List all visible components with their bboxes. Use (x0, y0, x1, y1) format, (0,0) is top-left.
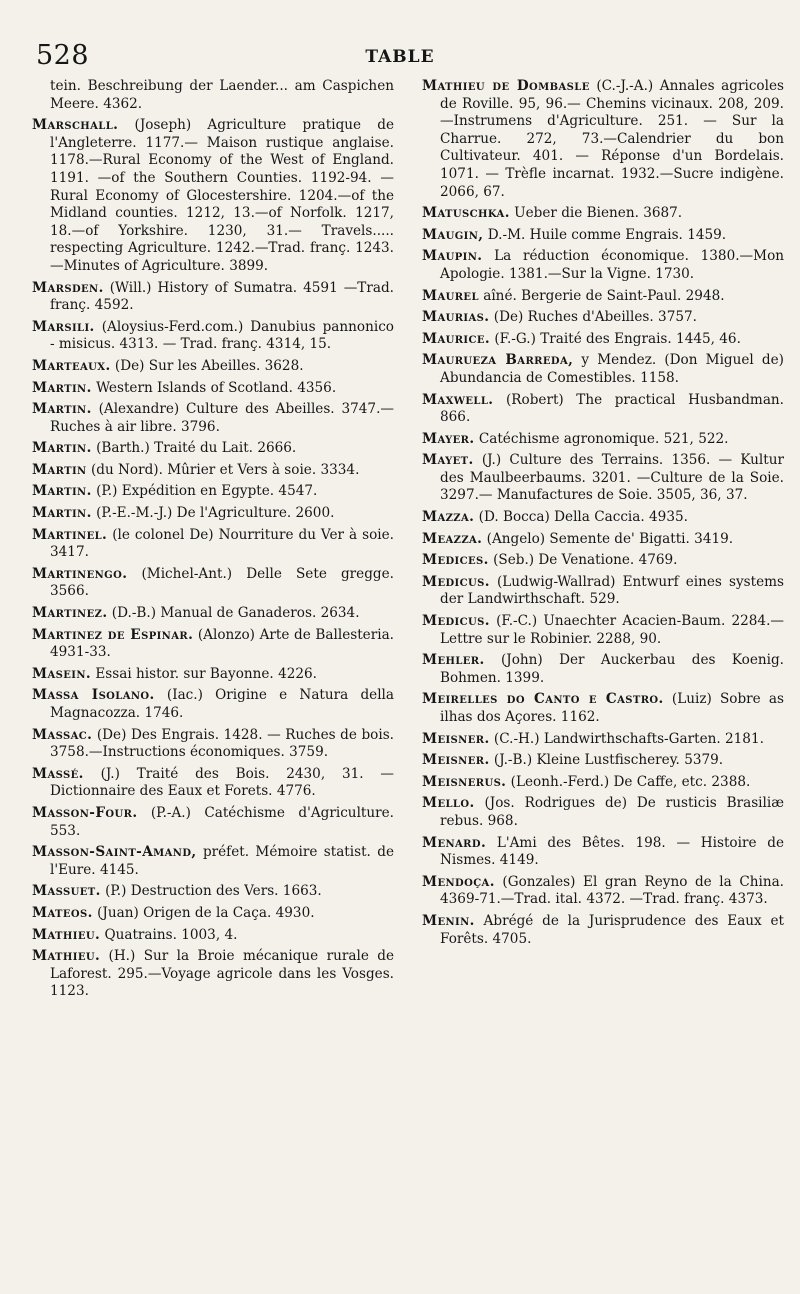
entry-headword: Maupin. (422, 248, 483, 265)
entry-headword: Martin. (32, 379, 92, 396)
entry-text: aîné. Bergerie de Saint-Paul. 2948. (483, 287, 725, 304)
index-entry (32, 766, 394, 801)
index-entry (32, 117, 394, 275)
entry-text: (du Nord). Mûrier et Vers à soie. 3334. (90, 461, 360, 478)
entry-headword: Masein. (32, 665, 92, 682)
left-column (32, 78, 394, 1270)
entry-text: (Leonh.-Ferd.) De Caffe, etc. 2388. (510, 773, 751, 790)
index-entry (422, 352, 784, 387)
entry-headword: Marsili. (32, 318, 95, 335)
entry-headword: Matuschka. (422, 205, 510, 222)
index-entry (422, 835, 784, 870)
entry-text: (De) Ruches d'Abeilles. 3757. (493, 309, 697, 326)
index-entry (32, 844, 394, 879)
index-entry (422, 227, 784, 245)
index-entry (32, 483, 394, 501)
entry-headword: Marschall. (32, 117, 119, 134)
index-entry (32, 727, 394, 762)
index-entry (422, 613, 784, 648)
entry-headword: Mehler. (422, 652, 485, 669)
entry-text: (P.) Expédition en Egypte. 4547. (96, 483, 318, 500)
entry-headword: Massuet. (32, 883, 101, 900)
index-entry (422, 331, 784, 349)
index-entry (32, 666, 394, 684)
entry-text: (Michel-Ant.) Delle Sete gregge. 3566. (50, 565, 394, 600)
entry-headword: Martin. (32, 505, 92, 522)
entry-text: (Alexandre) Culture des Abeilles. 3747.—Ruches à air libre. 3796. (50, 401, 394, 435)
entry-text: (Joseph) Agriculture pratique de l'Angleterre. 1177.— Maison rustique anglaise. 1178.—Rural Economy of the West of England. 1191. —of the Southern Counties. 1192-94. —Rural Economy of Glocestershire. 1204.—of the Midland counties. 1212, 13.—of Norfolk. 1217, 18.—of Yorkshire. 1230, 31.— Travels..... respecting Agriculture. 1242.—Trad. franç. 1243.—Minutes of Agriculture. 3899. (50, 117, 395, 274)
entry-headword: Martin. (32, 401, 92, 418)
entry-headword: Mendoça. (422, 873, 495, 890)
index-entry (32, 805, 394, 840)
entry-headword: Martin. (32, 440, 92, 457)
running-title: TABLE (365, 47, 435, 67)
index-columns (32, 78, 784, 1270)
entry-text: Essai histor. sur Bayonne. 4226. (95, 665, 317, 682)
entry-headword: Martinel. (32, 526, 108, 543)
entry-headword: Maurias. (422, 309, 490, 326)
entry-text: (J.) Culture des Terrains. 1356. — Kultur des Maulbeerbaums. 3201. —Culture de la Soie. 3297.— Manufactures de Soie. 3505, 36, 37. (440, 452, 784, 504)
entry-text: (Alonzo) Arte de Ballesteria. 4931-33. (50, 626, 394, 661)
index-entry (422, 652, 784, 687)
entry-text: (Jos. Rodrigues de) De rusticis Brasiliæ rebus. 968. (440, 795, 784, 829)
entry-text: (C.-J.-A.) Annales agricoles de Roville. 95, 96.— Chemins vicinaux. 208, 209.—Instrumens d'Agriculture. 251. — Sur la Charrue. 272, 73.—Calendrier du bon Cultivateur. 401. — Réponse d'un Bordelais. 1071. — Trèfle incarnat. 1932.—Sucre indigène. 2066, 67. (440, 78, 784, 200)
entry-headword: Menard. (422, 834, 487, 851)
index-entry (32, 948, 394, 1001)
entry-headword: Mello. (422, 795, 475, 812)
entry-headword: Martinez de Espinar. (32, 626, 194, 643)
index-entry (422, 205, 784, 223)
index-entry (32, 401, 394, 436)
entry-text: Ueber die Bienen. 3687. (514, 205, 683, 222)
entry-text: (De) Des Engrais. 1428. — Ruches de bois. 3758.—Instructions économiques. 3759. (50, 726, 394, 761)
index-entry (32, 78, 394, 113)
entry-headword: Medices. (422, 552, 489, 569)
entry-headword: Meazza. (422, 530, 483, 547)
right-column (422, 78, 784, 1270)
entry-headword: Martin. (32, 483, 92, 500)
index-entry (422, 913, 784, 948)
index-entry (422, 392, 784, 427)
entry-text: (H.) Sur la Broie mécanique rurale de Laforest. 295.—Voyage agricole dans les Vosges. 1123. (50, 948, 395, 1000)
entry-headword: Mathieu. (32, 948, 101, 965)
entry-text: (Iac.) Origine e Natura della Magnacozza. 1746. (50, 687, 394, 721)
entry-text: (Luiz) Sobre as ilhas dos Açores. 1162. (440, 691, 784, 725)
entry-text: (F.-G.) Traité des Engrais. 1445, 46. (494, 330, 741, 347)
entry-headword: Maugin, (422, 226, 484, 243)
entry-headword: Meisnerus. (422, 773, 507, 790)
entry-text: (D.-B.) Manual de Ganaderos. 2634. (111, 605, 360, 622)
index-entry (422, 795, 784, 830)
entry-headword: Mathieu de Dombasle (422, 78, 590, 94)
index-entry (32, 605, 394, 623)
entry-text: La réduction économique. 1380.—Mon Apologie. 1381.—Sur la Vigne. 1730. (440, 248, 785, 282)
entry-text: (P.) Destruction des Vers. 1663. (105, 883, 322, 900)
entry-text: (Aloysius-Ferd.com.) Danubius pannonico - misicus. 4313. — Trad. franç. 4314, 15. (50, 318, 394, 353)
entry-text: (J.-B.) Kleine Lustfischerey. 5379. (493, 752, 724, 769)
entry-headword: Massé. (32, 765, 84, 782)
entry-text: (John) Der Auckerbau des Koenig. Bohmen. 1399. (440, 652, 784, 686)
entry-text: (P.-E.-M.-J.) De l'Agriculture. 2600. (96, 505, 335, 522)
entry-text: (Gonzales) El gran Reyno de la China. 4369-71.—Trad. ital. 4372. —Trad. franç. 4373. (440, 873, 784, 908)
index-entry (32, 462, 394, 480)
index-entry (422, 531, 784, 549)
index-entry (422, 731, 784, 749)
entry-text: L'Ami des Bêtes. 198. — Histoire de Nismes. 4149. (440, 834, 784, 869)
entry-text: (Angelo) Semente de' Bigatti. 3419. (486, 530, 734, 547)
index-entry (32, 883, 394, 901)
entry-text: (Ludwig-Wallrad) Entwurf eines systems der Landwirthschaft. 529. (440, 573, 785, 608)
entry-headword: Mayet. (422, 452, 474, 469)
entry-text: (D. Bocca) Della Caccia. 4935. (478, 509, 688, 526)
index-entry (32, 627, 394, 662)
index-entry (422, 574, 784, 609)
entry-text: tein. Beschreibung der Laender... am Caspichen Meere. 4362. (50, 78, 394, 112)
entry-text: préfet. Mémoire statist. de l'Eure. 4145. (50, 844, 395, 878)
index-entry (422, 691, 784, 726)
entry-headword: Martinengo. (32, 565, 128, 582)
entry-headword: Meisner. (422, 752, 490, 769)
entry-text: (le colonel De) Nourriture du Ver à soie. 3417. (50, 526, 395, 561)
entry-headword: Martinez. (32, 605, 108, 622)
entry-text: (J.) Traité des Bois. 2430, 31. — Dictionnaire des Eaux et Forets. 4776. (50, 765, 394, 800)
entry-headword: Meirelles do Canto e Castro. (422, 691, 664, 708)
entry-headword: Massac. (32, 726, 93, 743)
entry-headword: Masson-Four. (32, 804, 138, 821)
entry-text: (Will.) History of Sumatra. 4591 —Trad. franç. 4592. (50, 279, 395, 314)
index-entry (422, 248, 784, 283)
index-entry (422, 774, 784, 792)
entry-headword: Meisner. (422, 730, 490, 747)
entry-text: Catéchisme agronomique. 521, 522. (478, 430, 729, 447)
page-header (36, 40, 764, 80)
index-entry (422, 309, 784, 327)
entry-headword: Martin (32, 461, 87, 478)
index-entry (32, 527, 394, 562)
entry-headword: Marsden. (32, 279, 104, 296)
page-number: 528 (36, 40, 90, 71)
entry-headword: Mayer. (422, 430, 475, 447)
index-entry (32, 440, 394, 458)
entry-text: (Robert) The practical Husbandman. 866. (440, 391, 785, 426)
entry-headword: Maurueza Barreda, (422, 352, 574, 369)
entry-headword: Medicus. (422, 613, 490, 630)
entry-headword: Medicus. (422, 573, 490, 590)
index-entry (422, 552, 784, 570)
index-entry (422, 874, 784, 909)
entry-headword: Maurice. (422, 330, 491, 347)
index-entry (32, 566, 394, 601)
index-entry (422, 452, 784, 505)
index-entry (422, 78, 784, 201)
index-entry (422, 509, 784, 527)
entry-text: (C.-H.) Landwirthschafts-Garten. 2181. (493, 730, 764, 747)
entry-headword: Marteaux. (32, 357, 111, 374)
index-entry (422, 288, 784, 306)
entry-text: (De) Sur les Abeilles. 3628. (114, 357, 304, 374)
index-entry (32, 905, 394, 923)
entry-text: Abrégé de la Jurisprudence des Eaux et Forêts. 4705. (440, 912, 784, 947)
entry-headword: Maxwell. (422, 391, 494, 408)
entry-headword: Massa Isolano. (32, 687, 155, 704)
entry-text: Western Islands of Scotland. 4356. (96, 379, 337, 396)
entry-headword: Masson-Saint-Amand, (32, 844, 197, 861)
index-entry (422, 752, 784, 770)
index-entry (32, 687, 394, 722)
index-entry (32, 927, 394, 945)
index-entry (32, 280, 394, 315)
index-entry (32, 380, 394, 398)
entry-text: y Mendez. (Don Miguel de) Abundancia de Comestibles. 1158. (440, 352, 784, 386)
entry-text: D.-M. Huile comme Engrais. 1459. (487, 226, 727, 243)
index-entry (32, 505, 394, 523)
index-entry (422, 431, 784, 449)
entry-headword: Mazza. (422, 509, 475, 526)
entry-headword: Menin. (422, 912, 475, 929)
entry-headword: Mateos. (32, 904, 93, 921)
entry-text: Quatrains. 1003, 4. (104, 926, 238, 943)
entry-text: (F.-C.) Unaechter Acacien-Baum. 2284.—Lettre sur le Robinier. 2288, 90. (440, 613, 784, 647)
entry-headword: Maurel (422, 287, 479, 304)
entry-headword: Mathieu. (32, 926, 101, 943)
index-entry (32, 358, 394, 376)
entry-text: (P.-A.) Catéchisme d'Agriculture. 553. (50, 804, 394, 839)
entry-text: (Juan) Origen de la Caça. 4930. (97, 904, 315, 921)
index-entry (32, 319, 394, 354)
entry-text: (Barth.) Traité du Lait. 2666. (96, 440, 297, 457)
entry-text: (Seb.) De Venatione. 4769. (493, 552, 678, 569)
